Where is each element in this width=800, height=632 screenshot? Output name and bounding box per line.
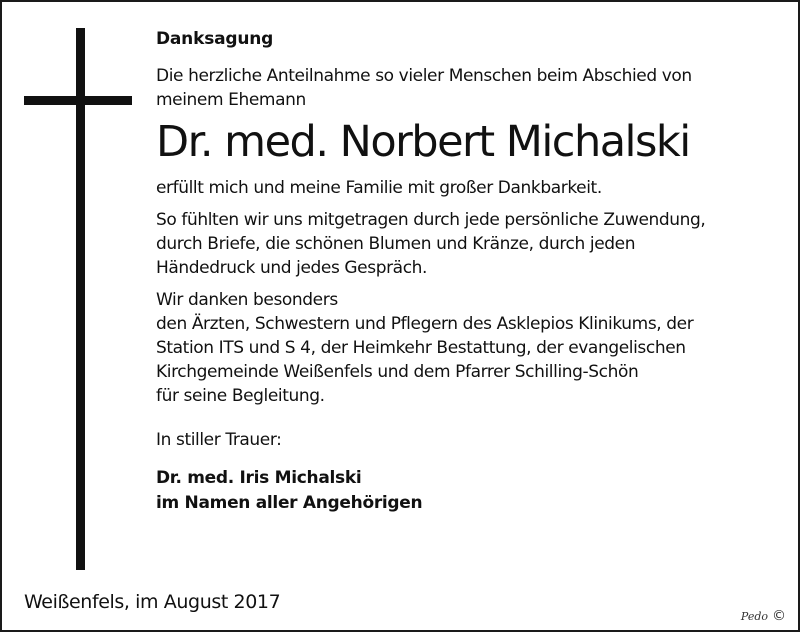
publisher-credit bbox=[741, 608, 786, 624]
thanks-line: für seine Begleitung. bbox=[156, 386, 325, 406]
cross-vertical-bar bbox=[76, 28, 85, 570]
notice-heading: Danksagung bbox=[156, 29, 274, 49]
thanks-line: Station ITS und S 4, der Heimkehr Bestattung, der evangelischen bbox=[156, 338, 686, 358]
signers-block bbox=[156, 466, 778, 516]
thanks-text bbox=[156, 288, 778, 408]
thanks-line: den Ärzten, Schwestern und Pflegern des Asklepios Klinikums, der bbox=[156, 314, 694, 334]
intro-text bbox=[156, 64, 778, 112]
gratitude-text: erfüllt mich und meine Familie mit großer Dankbarkeit. bbox=[156, 178, 602, 198]
mourning-text: In stiller Trauer: bbox=[156, 430, 282, 450]
signer-line: im Namen aller Angehörigen bbox=[156, 493, 423, 513]
intro-line: meinem Ehemann bbox=[156, 90, 306, 110]
place-date: Weißenfels, im August 2017 bbox=[24, 591, 281, 613]
intro-line: Die herzliche Anteilnahme so vieler Menschen beim Abschied von bbox=[156, 66, 692, 86]
support-line: Händedruck und jedes Gespräch. bbox=[156, 258, 428, 278]
copyright-icon: © bbox=[772, 608, 786, 624]
credit-text: Pedo bbox=[740, 610, 768, 623]
cross-horizontal-bar bbox=[24, 96, 132, 105]
support-line: So fühlten wir uns mitgetragen durch jede persönliche Zuwendung, bbox=[156, 210, 706, 230]
thanks-line: Kirchgemeinde Weißenfels und dem Pfarrer Schilling-Schön bbox=[156, 362, 639, 382]
support-line: durch Briefe, die schönen Blumen und Kränze, durch jeden bbox=[156, 234, 636, 254]
thanks-line: Wir danken besonders bbox=[156, 290, 338, 310]
deceased-name: Dr. med. Norbert Michalski bbox=[156, 117, 690, 167]
signer-line: Dr. med. Iris Michalski bbox=[156, 468, 362, 488]
support-text bbox=[156, 208, 778, 280]
notice-content bbox=[156, 28, 778, 516]
